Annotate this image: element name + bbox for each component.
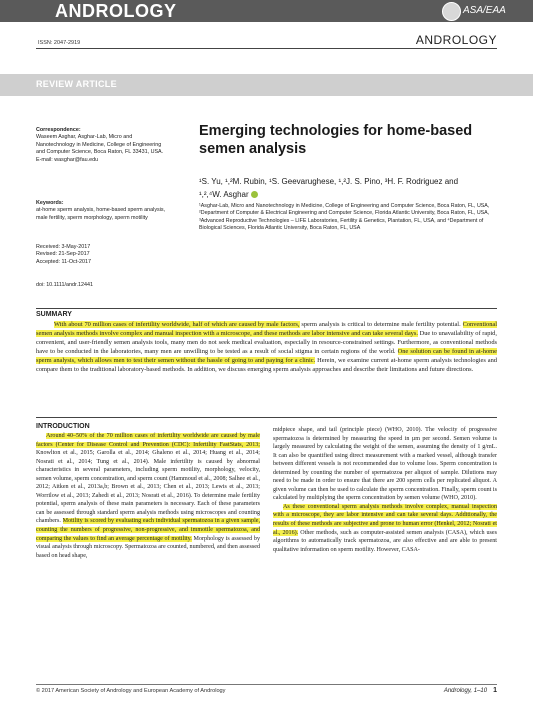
copyright-notice: © 2017 American Society of Andrology and European Academy of Andrology bbox=[36, 688, 226, 694]
journal-pages: Andrology, 1–10 bbox=[443, 688, 488, 694]
summary-divider bbox=[36, 308, 497, 309]
intro-segment: Other methods, such as computer-assisted semen analysis (CASA), which uses algorithms to automatically track spermatozoa, are also effective and are able to present qualitative information on sperm motility. However, CASA- bbox=[273, 529, 498, 553]
author-list bbox=[199, 175, 499, 201]
author-line-2: ¹,²,⁴W. Asghar bbox=[199, 190, 249, 199]
correspondence-email[interactable]: E-mail: wasghar@fau.edu bbox=[36, 156, 99, 163]
author-line-1: ¹S. Yu, ¹,²M. Rubin, ¹S. Geevarughese, ¹,²J. S. Pino, ³H. F. Rodriguez and bbox=[199, 177, 459, 186]
received-date: Received: 3-May-2017 bbox=[36, 244, 91, 250]
journal-brand-title: ANDROLOGY bbox=[55, 1, 177, 21]
article-type-label: REVIEW ARTICLE bbox=[36, 79, 117, 89]
introduction-heading: INTRODUCTION bbox=[36, 423, 90, 430]
summary-heading: SUMMARY bbox=[36, 311, 72, 318]
summary-segment: sperm analysis is critical to determine male fertility potential. bbox=[299, 321, 463, 328]
footer-divider bbox=[36, 684, 497, 685]
keywords-text: at-home sperm analysis, home-based sperm analysis, male fertility, sperm morphology, sperm motility bbox=[36, 207, 166, 221]
intro-segment: Morphology is assessed by visual analysis through microscopy. Spermatozoa are counted, numbered, and then assessed based on head shape, bbox=[36, 535, 260, 559]
orcid-icon[interactable] bbox=[251, 191, 258, 198]
page-number: 1 bbox=[493, 687, 497, 694]
intro-segment: Knowlton et al., 2015; Garolla et al., 2014; Ghaleno et al., 2014; Huang et al., 2014; Nosrati et al., 2014; Tung et al., 2014). Male infertility is caused by abnormal characteristics in several parameters, including sperm motility, morphology, velocity, semen volume, sperm concentration, and sperm count (Hammoud et al., 2008; Salhee et al., 2012; Aitken et al., 2013a,b; Brown et al., 2013; Chen et al., 2013; Lewis et al., 2013; Worrilow et al., 2013; Zahedi et al., 2013; Nosrati et al., 2016). To determine male fertility potential, sperm analysis of these main parameters is necessary. Each of these parameters can be assessed through standard sperm analysis methods using microscopes and counting chambers. bbox=[36, 450, 260, 525]
footer-journal bbox=[444, 687, 497, 694]
intro-left-column bbox=[36, 432, 260, 560]
journal-name: ANDROLOGY bbox=[415, 33, 497, 47]
summary-segment: Due to unavailability of rapid, convenient, and user-friendly semen analysis tools, many men do not seek medical evaluation, especially in resource-constrained settings. Furthermore, as conventional methods have to be conducted in the laboratories, many men are unwilling to be tested as a result of social stigma in certain regions of the world. bbox=[36, 329, 497, 355]
intro-paragraph: midpiece shape, and tail (principle piece) (WHO, 2010). The velocity of progressive spermatozoa is determined by measuring the speed in µm per second. Semen volume is largely measured by calculating the weight of the semen, assuming the density of 1 g/mL. It can also be quantified using direct measurement with a marked vessel, although transfer between different vessels is not recommended due to volume loss. Sperm concentration is determined by counting the number of spermatozoa per aliquot of sample. Dilutions may need to be made in order to ensure that there are 200 sperm cells per replicated aliquot. A given volume can then be used to calculate the sperm concentration. Finally, sperm count is calculated by multiplying the sperm concentration by semen volume (WHO, 2010). bbox=[273, 427, 497, 502]
header-divider bbox=[36, 48, 497, 49]
article-title: Emerging technologies for home-based semen analysis bbox=[199, 123, 473, 157]
intro-divider bbox=[36, 417, 497, 418]
correspondence-block bbox=[36, 127, 171, 164]
doi[interactable]: doi: 10.1111/andr.12441 bbox=[36, 282, 93, 288]
society-logo-icon bbox=[442, 2, 461, 21]
highlight: One solution can be found in at-home sperm analysis, which allows men to test their semen without the hassle of going to and paying for a clinic. bbox=[36, 347, 497, 364]
accepted-date: Accepted: 11-Oct-2017 bbox=[36, 258, 92, 265]
correspondence-text: Waseem Asghar, Asghar-Lab, Micro and Nanotechnology in Medicine, College of Engineering and Computer Science, Boca Raton, FL 33431, USA. bbox=[36, 134, 164, 156]
society-logo-text: ASA/EAA bbox=[463, 5, 506, 16]
issn-number: ISSN: 2047-2919 bbox=[38, 40, 81, 46]
highlight: With about 70 million cases of infertility worldwide, half of which are caused by male factors, bbox=[54, 321, 300, 328]
summary-text bbox=[36, 321, 497, 374]
highlight: As these conventional sperm analysis methods involve complex, manual inspection with a microscope, they are labor intensive and can take several days. Additionally, the results of these methods are subjective and prone to human error (Henkel, 2012; Nosrati et al., 2016). bbox=[273, 503, 497, 536]
author-affiliations: ¹Asghar-Lab, Micro and Nanotechnology in Medicine, College of Engineering and Computer Science, Boca Raton, FL, USA, ²Department of Computer & Electrical Engineering and Computer Science, Florida Atlantic University, Boca Raton, FL, USA, ³Advanced Reproductive Technologies – LIFE Laboratories, Fertility & Genetics, Plantation, FL, USA, and ⁴Department of Biological Sciences, Florida Atlantic University, Boca Raton, FL, USA bbox=[199, 203, 490, 231]
highlight: Conventional semen analysis methods involve complex and manual inspection with a microscope, and these methods are labor intensive and can take several days. bbox=[36, 321, 497, 337]
keywords-label: Keywords: bbox=[36, 200, 64, 206]
correspondence-label: Correspondence: bbox=[36, 127, 81, 133]
highlight: Around 40–50% of the 70 million cases of infertility worldwide are caused by male factors (Center for Disease Control and Prevention (CDC): Infertility FastStats, 2013; bbox=[36, 433, 260, 448]
summary-segment: Herein, we examine current at-home sperm analysis technologies and compare them to the traditional laboratory-based methods. In addition, we discuss emerging sperm analysis approaches and describe their limitations and future directions. bbox=[36, 356, 497, 373]
revised-date: Revised: 21-Sep-2017 bbox=[36, 251, 90, 258]
intro-right-column bbox=[273, 426, 497, 554]
keywords-block bbox=[36, 200, 171, 222]
dates-block bbox=[36, 244, 171, 266]
highlight: Motility is scored by evaluating each individual spermatozoa in a given sample, counting the numbers of progressive, non-progressive, and immotile spermatozoa, and comparing the values to find an average percentage of motility. bbox=[36, 518, 260, 542]
